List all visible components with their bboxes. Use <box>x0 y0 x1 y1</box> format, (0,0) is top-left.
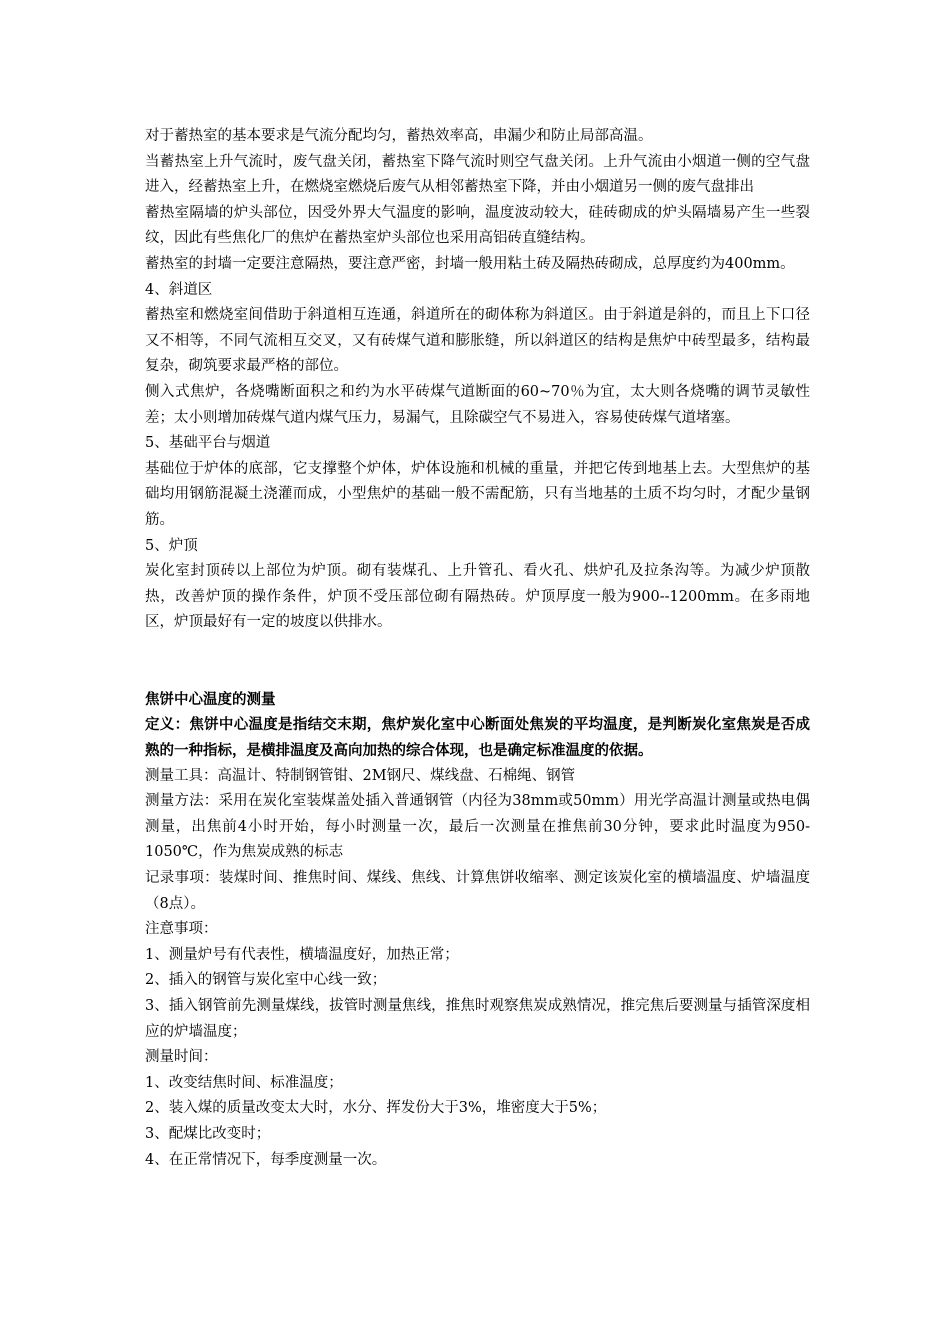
note-item: 1、测量炉号有代表性，横墙温度好，加热正常； <box>145 946 459 963</box>
note-item: 3、插入钢管前先测量煤线，拔管时测量焦线，推焦时观察焦炭成熟情况，推完焦后要测量与插管深度相应的炉墙温度； <box>145 998 810 1040</box>
records-paragraph: 记录事项：装煤时间、推焦时间、煤线、焦线、计算焦饼收缩率、测定该炭化室的横墙温度、炉墙温度（8点）。 <box>145 870 810 912</box>
time-item: 4、在正常情况下，每季度测量一次。 <box>145 1151 387 1168</box>
paragraph: 当蓄热室上升气流时，废气盘关闭，蓄热室下降气流时则空气盘关闭。上升气流由小烟道一侧的空气盘进入，经蓄热室上升，在燃烧室燃烧后废气从相邻蓄热室下降，并由小烟道另一侧的废气盘排出 <box>145 153 810 196</box>
paragraph: 侧入式焦炉，各烧嘴断面积之和约为水平砖煤气道断面的60~70％为宜，太大则各烧嘴的调节灵敏性差；太小则增加砖煤气道内煤气压力，易漏气，且除碳空气不易进入，容易使砖煤气道堵塞。 <box>145 383 810 426</box>
paragraph: 基础位于炉体的底部，它支撑整个炉体，炉体设施和机械的重量，并把它传到地基上去。大型焦炉的基础均用钢筋混凝土浇灌而成，小型焦炉的基础一般不需配筋，只有当地基的土质不均匀时，才配少量钢筋。 <box>145 460 810 528</box>
paragraph: 蓄热室隔墙的炉头部位，因受外界大气温度的影响，温度波动较大，硅砖砌成的炉头隔墙易产生一些裂纹，因此有些焦化厂的焦炉在蓄热室炉头部位也采用高铝砖直缝结构。 <box>145 204 810 247</box>
document-body <box>145 124 810 1173</box>
section-heading: 5、基础平台与烟道 <box>145 435 271 452</box>
time-item: 3、配煤比改变时； <box>145 1125 271 1142</box>
paragraph: 蓄热室的封墙一定要注意隔热，要注意严密，封墙一般用粘土砖及隔热砖砌成，总厚度约为400mm。 <box>145 255 795 272</box>
paragraph: 蓄热室和燃烧室间借助于斜道相互连通，斜道所在的砌体称为斜道区。由于斜道是斜的，而且上下口径又不相等，不同气流相互交叉，又有砖煤气道和膨胀缝，所以斜道区的结构是焦炉中砖型最多，结构最复杂，砌筑要求最严格的部位。 <box>145 307 810 375</box>
paragraph: 对于蓄热室的基本要求是气流分配均匀，蓄热效率高，串漏少和防止局部高温。 <box>145 128 653 144</box>
section-title: 焦饼中心温度的测量 <box>145 690 276 708</box>
time-item: 2、装入煤的质量改变太大时，水分、挥发份大于3%，堆密度大于5%； <box>145 1100 607 1117</box>
definition-paragraph: 定义：焦饼中心温度是指结交末期，焦炉炭化室中心断面处焦炭的平均温度，是判断炭化室焦炭是否成熟的一种指标，是横排温度及高向加热的综合体现，也是确定标准温度的依据。 <box>145 716 810 760</box>
section-heading: 5、炉顶 <box>145 537 198 554</box>
notes-heading: 注意事项： <box>145 921 218 938</box>
section-heading: 4、斜道区 <box>145 281 213 298</box>
paragraph: 炭化室封顶砖以上部位为炉顶。砌有装煤孔、上升管孔、看火孔、烘炉孔及拉条沟等。为减少炉顶散热，改善炉顶的操作条件，炉顶不受压部位砌有隔热砖。炉顶厚度一般为900--1200mm。在多雨地区，炉顶最好有一定的坡度以供排水。 <box>145 563 810 631</box>
tools-paragraph: 测量工具：高温计、特制钢管钳、2M钢尺、煤线盘、石棉绳、钢管 <box>145 767 576 784</box>
method-paragraph: 测量方法：采用在炭化室装煤盖处插入普通钢管（内径为38mm或50mm）用光学高温计测量或热电偶测量，出焦前4小时开始，每小时测量一次，最后一次测量在推焦前30分钟，要求此时温度为950-1050℃，作为焦炭成熟的标志 <box>145 793 810 861</box>
time-heading: 测量时间： <box>145 1049 218 1066</box>
time-item: 1、改变结焦时间、标准温度； <box>145 1074 343 1091</box>
spacer <box>145 636 810 687</box>
note-item: 2、插入的钢管与炭化室中心线一致； <box>145 972 387 989</box>
